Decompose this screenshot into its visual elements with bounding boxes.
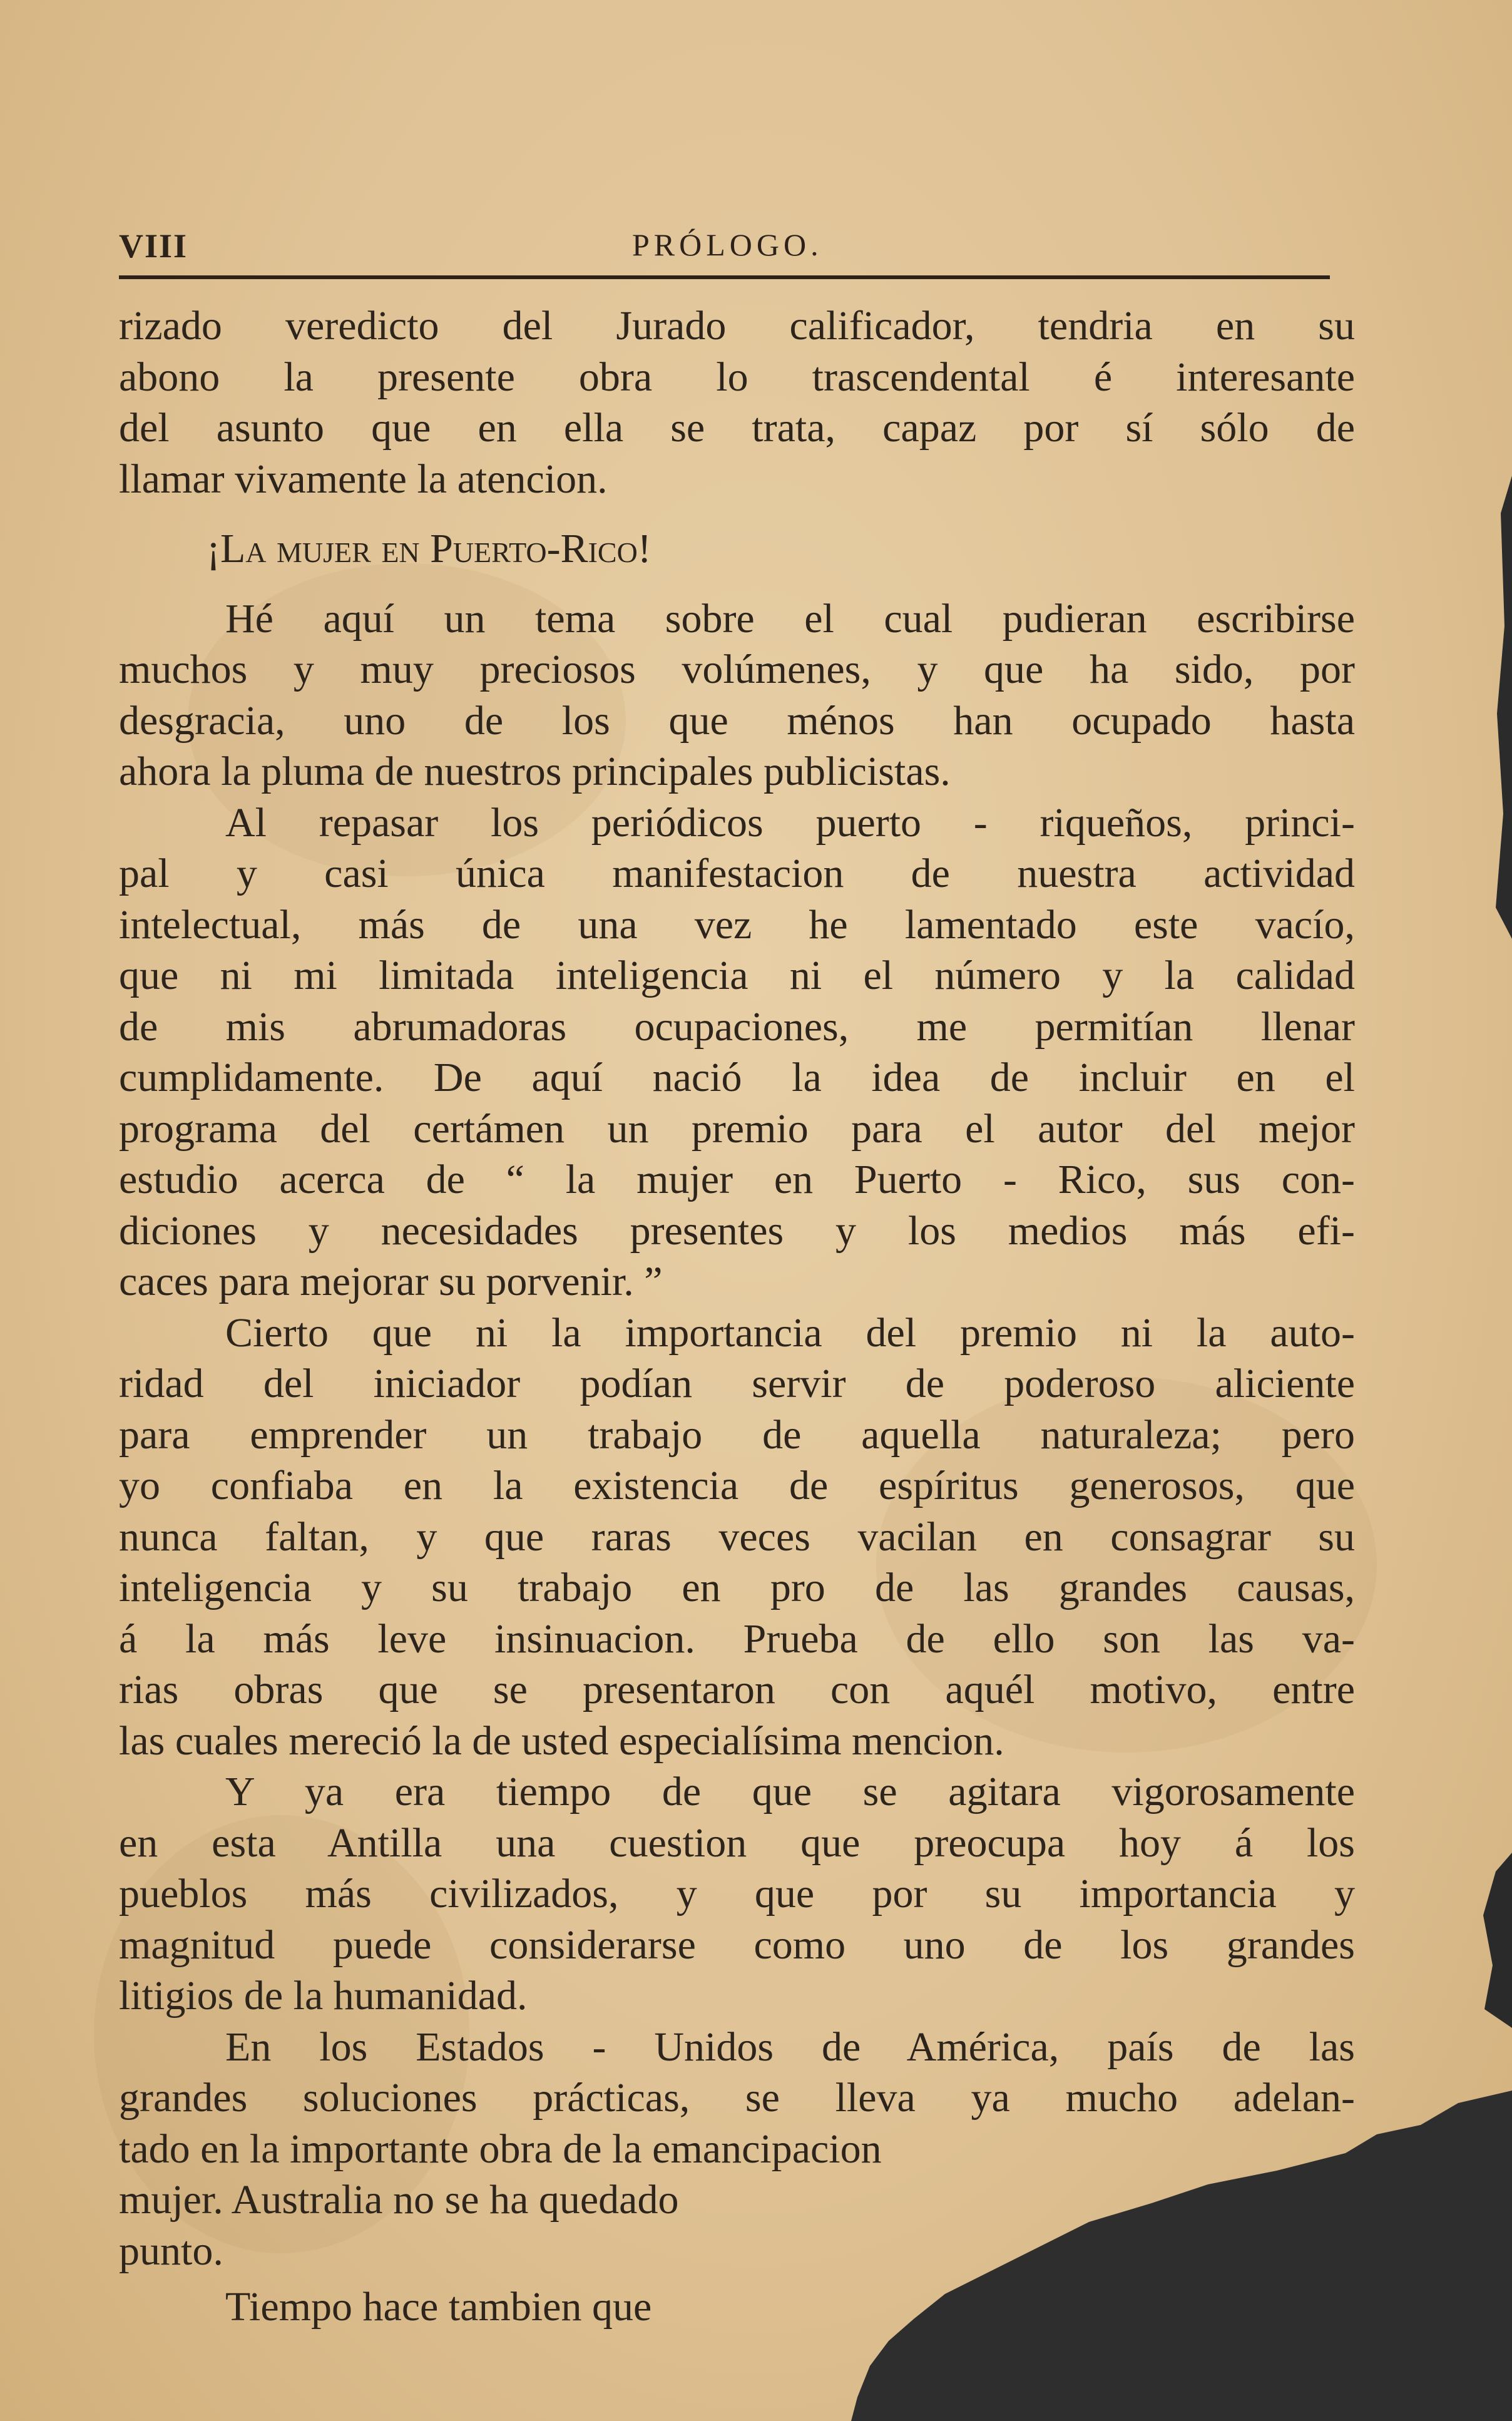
text-line: mujer. Australia no se ha quedado [119,2177,679,2223]
text-line: En los Estados - Unidos de América, país de las [225,2024,1355,2070]
text-line: desgracia, uno de los que ménos han ocupado hasta [119,697,1355,744]
text-line: de mis abrumadoras ocupaciones, me permitían llenar [119,1003,1355,1050]
text-line: punto. [119,2228,223,2274]
text-line: rias obras que se presentaron con aquél motivo, entre [119,1667,1355,1712]
text-line: Hé aquí un tema sobre el cual pudieran escribirse [225,595,1355,642]
text-line: estudio acerca de “ la mujer en Puerto - Rico, sus con- [119,1157,1355,1202]
text-line: muchos y muy preciosos volúmenes, y que ha sido, por [119,647,1355,692]
text-line: llamar vivamente la atencion. [119,456,608,502]
text-line: cumplidamente. De aquí nació la idea de incluir en el [119,1055,1355,1100]
text-line: programa del certámen un premio para el autor del mejor [119,1105,1355,1152]
text-line: magnitud puede considerarse como uno de los grandes [119,1922,1355,1968]
page-number: VIII [119,227,188,265]
text-line: caces para mejorar su porvenir. ” [119,1259,663,1304]
text-line: Al repasar los periódicos puerto - riqueños, princi- [225,799,1355,846]
text-line: Tiempo hace tambien que [225,2284,652,2330]
section-heading: ¡La mujer en Puerto-Rico! [207,526,651,571]
text-line: del asunto que en ella se trata, capaz por sí sólo de [119,405,1355,451]
text-line: que ni mi limitada inteligencia ni el número y la calidad [119,953,1355,998]
text-line: tado en la importante obra de la emancipacion [119,2126,882,2172]
text-line: diciones y necesidades presentes y los medios más efi- [119,1207,1355,1254]
text-line: para emprender un trabajo de aquella naturaleza; pero [119,1411,1355,1458]
text-line: inteligencia y su trabajo en pro de las grandes causas, [119,1565,1355,1610]
text-line: Y ya era tiempo de que se agitara vigorosamente [225,1769,1355,1814]
text-line: á la más leve insinuacion. Prueba de ello son las va- [119,1615,1355,1662]
text-line: Cierto que ni la importancia del premio ni la auto- [225,1309,1355,1356]
text-line: nunca faltan, y que raras veces vacilan en consagrar su [119,1513,1355,1560]
text-line: pueblos más civilizados, y que por su importancia y [119,1871,1355,1917]
text-line: ridad del iniciador podían servir de poderoso aliciente [119,1361,1355,1406]
text-line: abono la presente obra lo trascendental é interesante [119,354,1355,400]
text-line: intelectual, más de una vez he lamentado este vacío, [119,901,1355,948]
text-line: en esta Antilla una cuestion que preocupa hoy á los [119,1820,1355,1866]
text-line: grandes soluciones prácticas, se lleva ya mucho adelan- [119,2075,1355,2121]
running-head: PRÓLOGO. [632,227,823,262]
text-line: las cuales mereció la de usted especialísima mencion. [119,1717,1004,1764]
text-line: yo confiaba en la existencia de espíritus generosos, que [119,1463,1355,1508]
text-line: litigios de la humanidad. [119,1973,528,2019]
text-line: pal y casi única manifestacion de nuestra actividad [119,851,1355,896]
text-line: rizado veredicto del Jurado calificador, tendria en su [119,303,1355,349]
text-line: ahora la pluma de nuestros principales publicistas. [119,749,951,794]
